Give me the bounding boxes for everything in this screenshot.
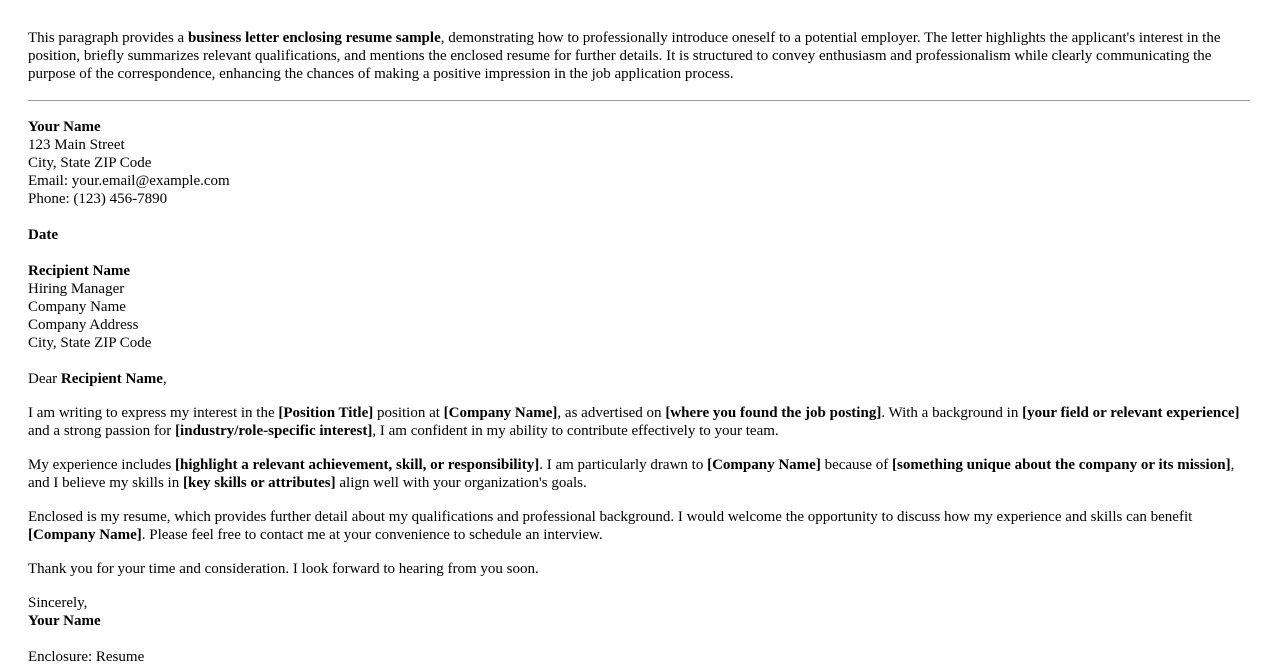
date-block — [28, 226, 1250, 244]
p2-text: My experience includes — [28, 457, 176, 473]
p2-placeholder-company: [Company Name] — [707, 457, 821, 473]
p2-text: because of — [820, 457, 893, 473]
p1-placeholder-source: [where you found the job posting] — [665, 405, 882, 421]
intro-bold-phrase: business letter enclosing resume sample — [187, 30, 441, 46]
recipient-city: City, State ZIP Code — [28, 335, 152, 351]
sender-address-block — [28, 118, 1250, 208]
sender-street: 123 Main Street — [28, 137, 125, 153]
enclosure-note: Enclosure: Resume — [28, 649, 145, 665]
signature-name: Your Name — [28, 613, 101, 629]
intro-text: This paragraph provides a — [28, 30, 188, 46]
p1-placeholder-interest: [industry/role-specific interest] — [175, 423, 373, 439]
salutation — [28, 370, 1250, 388]
valediction: Sincerely, — [28, 595, 88, 611]
sender-city: City, State ZIP Code — [28, 155, 152, 171]
sender-email: Email: your.email@example.com — [28, 173, 230, 189]
p1-text: I am writing to express my interest in the — [28, 405, 279, 421]
closing-block — [28, 594, 1250, 630]
section-divider — [28, 100, 1250, 101]
intro-text-rest: , demonstrating how to professionally introduce oneself to a potential employer. The letter highlights the applicant's interest in the position, briefly summarizes relevant qualifications, and mentions the enclosed resume for further details. It is structured to convey enthusiasm and professionalism while clearly communicating the purpose of the correspondence, enhancing the chances of making a positive impression in the job application process. — [28, 30, 1221, 82]
recipient-address-block — [28, 262, 1250, 352]
p2-text: , and I believe my skills in — [28, 457, 1235, 491]
p1-text: . With a background in — [881, 405, 1023, 421]
p2-placeholder-skills: [key skills or attributes] — [182, 475, 336, 491]
body-paragraph-3 — [28, 508, 1250, 544]
p1-placeholder-company: [Company Name] — [443, 405, 558, 421]
salutation-suffix: , — [162, 371, 167, 387]
body-paragraph-1 — [28, 404, 1250, 440]
p2-placeholder-mission: [something unique about the company or its mission] — [892, 457, 1231, 473]
p2-text: align well with your organization's goals. — [335, 475, 587, 491]
p3-text: Enclosed is my resume, which provides further detail about my qualifications and professional background. I would welcome the opportunity to discuss how my experience and skills can benefit — [28, 509, 1193, 525]
p1-placeholder-position: [Position Title] — [278, 405, 374, 421]
p2-placeholder-achievement: [highlight a relevant achievement, skill, or responsibility] — [175, 457, 540, 473]
body-paragraph-4: Thank you for your time and consideration. I look forward to hearing from you soon. — [28, 561, 539, 577]
p3-placeholder-company: [Company Name] — [28, 527, 142, 543]
recipient-name: Recipient Name — [28, 263, 131, 279]
body-paragraph-2 — [28, 456, 1250, 492]
p1-text: and a strong passion for — [28, 423, 176, 439]
p1-text: position at — [373, 405, 444, 421]
p1-placeholder-field: [your field or relevant experience] — [1022, 405, 1240, 421]
recipient-title: Hiring Manager — [28, 281, 125, 297]
salutation-name: Recipient Name — [60, 371, 163, 387]
intro-paragraph — [28, 29, 1250, 83]
recipient-company: Company Name — [28, 299, 126, 315]
sender-name: Your Name — [28, 119, 101, 135]
recipient-address: Company Address — [28, 317, 139, 333]
p1-text: , as advertised on — [557, 405, 666, 421]
salutation-prefix: Dear — [28, 371, 61, 387]
p3-text: . Please feel free to contact me at your convenience to schedule an interview. — [141, 527, 603, 543]
sender-phone: Phone: (123) 456-7890 — [28, 191, 168, 207]
letter-date: Date — [28, 227, 58, 243]
p1-text: , I am confident in my ability to contribute effectively to your team. — [372, 423, 779, 439]
p2-text: . I am particularly drawn to — [539, 457, 708, 473]
